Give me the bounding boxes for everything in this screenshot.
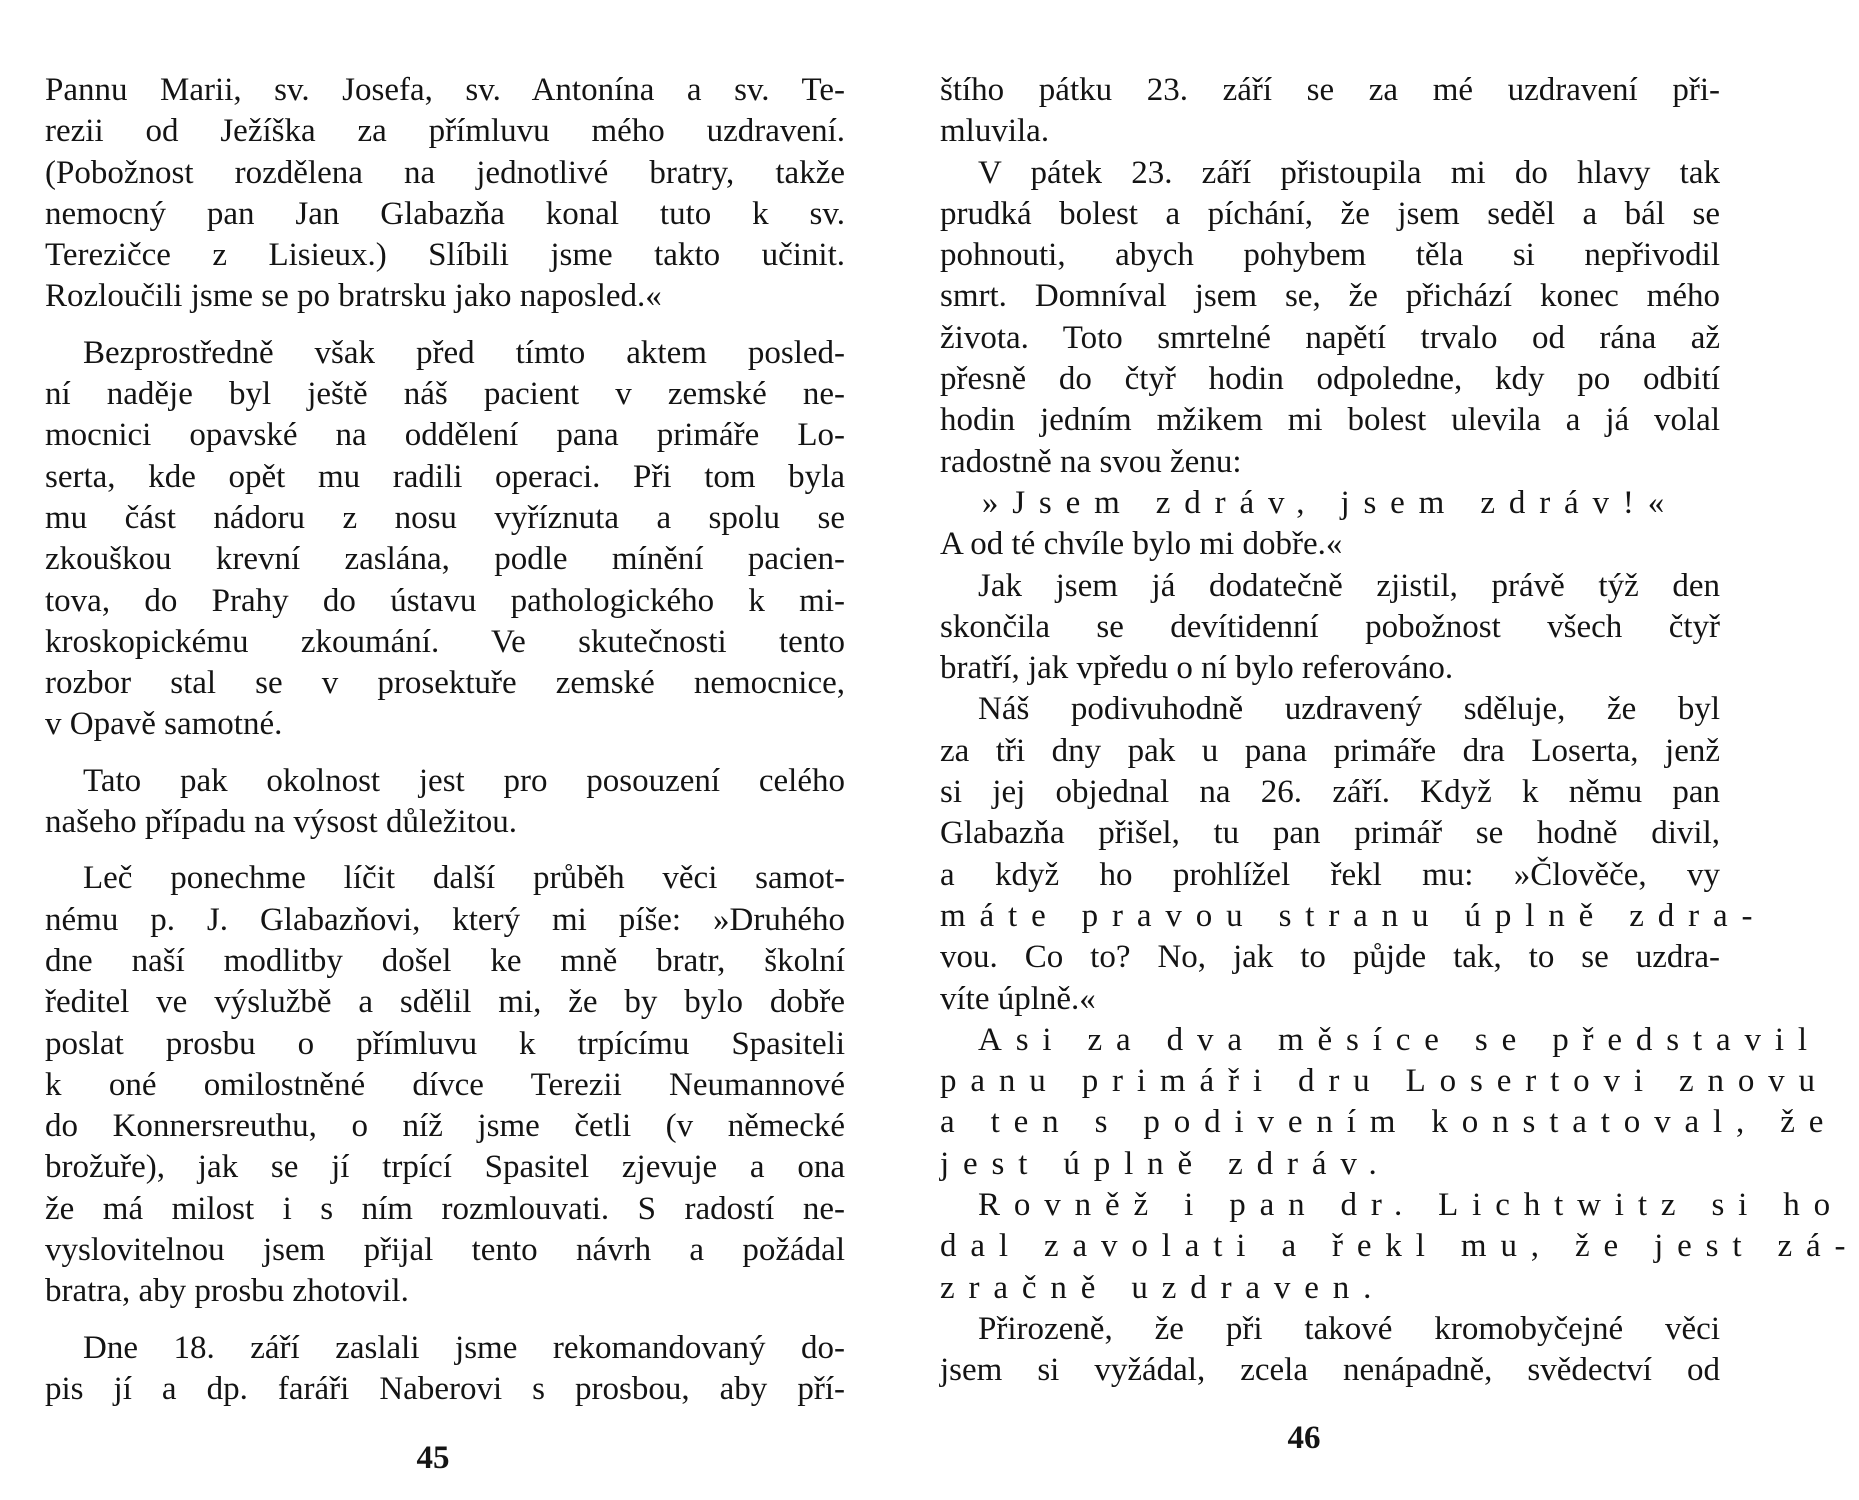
text-line: k oné omilostněné dívce Terezii Neumannové [45, 1066, 845, 1103]
text-line: Rozloučili jsme se po bratrsku jako naposled.« [45, 278, 662, 315]
text-line: rozbor stal se v prosektuře zemské nemocnice, [45, 665, 845, 702]
text-line: dne naší modlitby došel ke mně bratr, školní [45, 942, 845, 979]
text-line: Přirozeně, že při takové kromobyčejné věci [978, 1310, 1720, 1347]
text-line: Rovněž i pan dr. Lichtwitz si ho [978, 1187, 1845, 1224]
text-line: A od té chvíle bylo mi dobře.« [940, 526, 1343, 563]
text-line: nému p. J. Glabazňovi, který mi píše: »Druhého [45, 901, 845, 938]
text-line: štího pátku 23. září se za mé uzdravení při- [940, 72, 1720, 108]
text-line: za tři dny pak u pana primáře dra Loserta, jenž [940, 732, 1720, 769]
text-line: ředitel ve výslužbě a sdělil mi, že by bylo dobře [45, 984, 845, 1021]
text-line: brožuře), jak se jí trpící Spasitel zjevuje a ona [45, 1149, 845, 1186]
text-line: Náš podivuhodně uzdravený sděluje, že byl [978, 691, 1720, 728]
text-line: mu část nádoru z nosu vyříznuta a spolu se [45, 499, 845, 536]
text-line: panu primáři dru Losertovi znovu [940, 1063, 1829, 1100]
text-line: jest úplně zdráv. [940, 1145, 1391, 1182]
text-line: Leč ponechme líčit další průběh věci samot- [83, 860, 845, 897]
right-page [878, 0, 1859, 1500]
text-line: tova, do Prahy do ústavu pathologického k mi- [45, 582, 845, 619]
text-line: bratří, jak vpředu o ní bylo referováno. [940, 650, 1454, 687]
text-line: našeho případu na výsost důležitou. [45, 804, 517, 841]
left-page-text [45, 70, 845, 1410]
text-line: poslat prosbu o přímluvu k trpícímu Spasiteli [45, 1025, 845, 1062]
text-line: nemocný pan Jan Glabazňa konal tuto k sv. [45, 195, 845, 232]
text-line: rezii od Ježíška za přímluvu mého uzdravení. [45, 113, 845, 150]
paragraph-gap [45, 1313, 845, 1328]
right-page-text [940, 70, 1859, 1392]
page-number-left: 45 [416, 1440, 450, 1476]
text-line: »Jsem zdráv, jsem zdráv!« [981, 484, 1679, 521]
text-line: mocnici opavské na oddělení pana primáře Lo- [45, 417, 845, 454]
text-line: Dne 18. září zaslali jsme rekomandovaný do- [83, 1329, 845, 1366]
text-line: radostně na svou ženu: [940, 443, 1242, 480]
text-line: pohnouti, abych pohybem těla si nepřivodil [940, 237, 1720, 274]
paragraph-gap [45, 843, 845, 858]
text-line: (Pobožnost rozdělena na jednotlivé bratry, takže [45, 154, 845, 191]
text-line: vyslovitelnou jsem přijal tento návrh a požádal [45, 1232, 845, 1269]
text-line: serta, kde opět mu radili operaci. Při tom byla [45, 458, 845, 495]
text-line: Pannu Marii, sv. Josefa, sv. Antonína a sv. Te- [45, 72, 845, 108]
text-line: Asi za dva měsíce se představil [978, 1021, 1821, 1058]
text-line: smrt. Domníval jsem se, že přichází konec mého [940, 278, 1720, 315]
text-line: mluvila. [940, 113, 1050, 150]
paragraph-gap [45, 318, 845, 333]
text-line: máte pravou stranu úplně zdra- [940, 897, 1767, 934]
text-line: pis jí a dp. faráři Naberovi s prosbou, aby pří- [45, 1370, 845, 1407]
text-line: vou. Co to? No, jak to půjde tak, to se uzdra- [940, 939, 1720, 976]
text-line: víte úplně.« [940, 980, 1096, 1017]
text-line: V pátek 23. září přistoupila mi do hlavy tak [978, 154, 1720, 191]
text-line: Tato pak okolnost jest pro posouzení celého [83, 762, 845, 799]
text-line: Bezprostředně však před tímto aktem posled- [83, 334, 845, 371]
text-line: bratra, aby prosbu zhotovil. [45, 1273, 409, 1310]
text-line: hodin jedním mžikem mi bolest ulevila a já volal [940, 402, 1720, 439]
text-line: kroskopickému zkoumání. Ve skutečnosti tento [45, 623, 845, 660]
text-line: v Opavě samotné. [45, 706, 283, 743]
text-line: života. Toto smrtelné napětí trvalo od rána až [940, 319, 1720, 356]
text-line: Terezičce z Lisieux.) Slíbili jsme takto učinit. [45, 237, 845, 274]
text-line: jsem si vyžádal, zcela nenápadně, svědectví od [940, 1352, 1720, 1389]
text-line: zkouškou krevní zaslána, podle mínění pacien- [45, 541, 845, 578]
text-line: přesně do čtyř hodin odpoledne, kdy po odbití [940, 361, 1720, 398]
left-page [0, 0, 878, 1500]
text-line: Jak jsem já dodatečně zjistil, právě týž den [978, 567, 1720, 604]
text-line: dal zavolati a řekl mu, že jest zá- [940, 1228, 1859, 1265]
paragraph-gap [45, 746, 845, 761]
text-line: si jej objednal na 26. září. Když k němu pan [940, 774, 1720, 811]
text-line: Glabazňa přišel, tu pan primář se hodně divil, [940, 815, 1720, 852]
text-line: zračně uzdraven. [940, 1269, 1386, 1306]
text-line: a když ho prohlížel řekl mu: »Člověče, vy [940, 856, 1720, 893]
text-line: skončila se devítidenní pobožnost všech čtyř [940, 608, 1720, 645]
text-line: prudká bolest a píchání, že jsem seděl a bál se [940, 195, 1720, 232]
page-number-right: 46 [1287, 1420, 1321, 1456]
text-line: a ten s podivením konstatoval, že [940, 1104, 1838, 1141]
text-line: že má milost i s ním rozmlouvati. S radostí ne- [45, 1190, 845, 1227]
text-line: ní naděje byl ještě náš pacient v zemské ne- [45, 376, 845, 413]
text-line: do Konnersreuthu, o níž jsme četli (v německé [45, 1108, 845, 1145]
